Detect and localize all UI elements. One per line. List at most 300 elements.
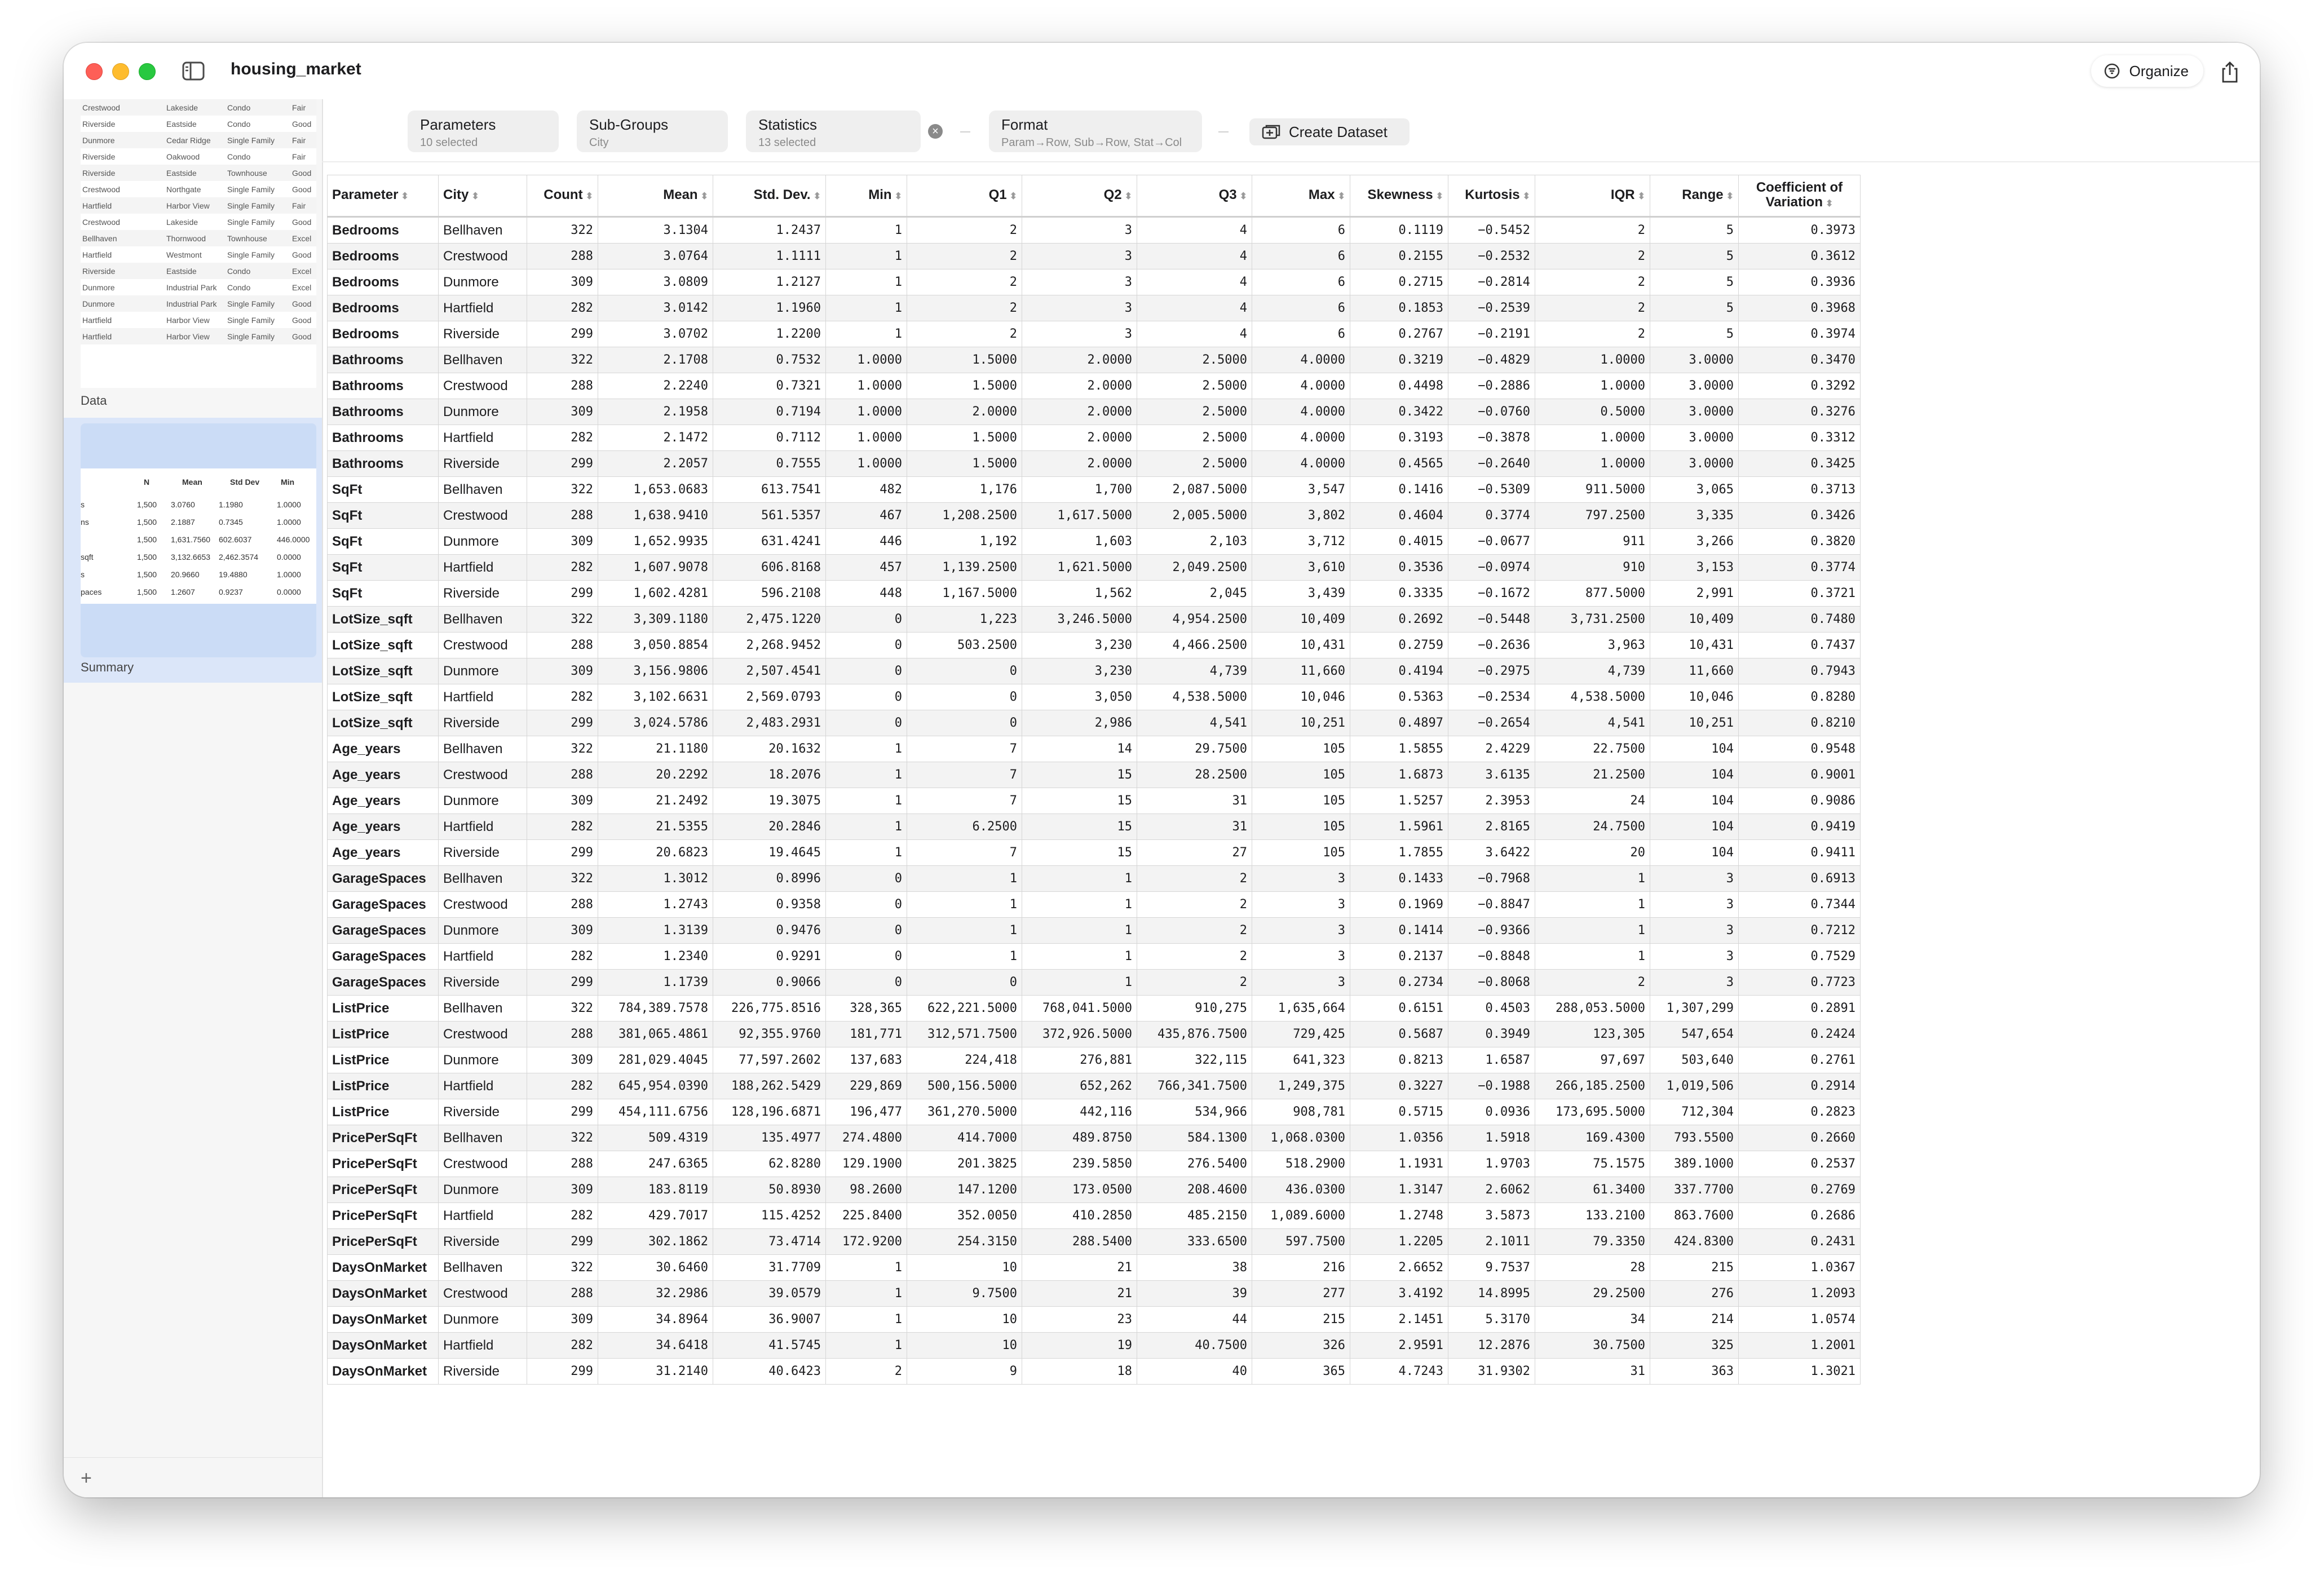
table-cell[interactable]: 21.5355	[598, 814, 713, 840]
table-cell[interactable]: 288	[527, 244, 598, 269]
table-cell[interactable]: 322	[527, 866, 598, 892]
table-cell[interactable]: 92,355.9760	[713, 1022, 826, 1047]
table-cell[interactable]: 1.0000	[1535, 451, 1650, 477]
table-cell[interactable]: 7	[907, 762, 1022, 788]
table-cell[interactable]: Age_years	[328, 814, 439, 840]
table-cell[interactable]: −0.8068	[1448, 970, 1535, 996]
table-cell[interactable]: 482	[826, 477, 907, 503]
table-cell[interactable]: 282	[527, 944, 598, 970]
table-cell[interactable]: Hartfield	[439, 684, 527, 710]
table-cell[interactable]: 1	[1022, 944, 1137, 970]
table-cell[interactable]: 863.7600	[1650, 1203, 1739, 1229]
table-cell[interactable]: Riverside	[439, 970, 527, 996]
table-cell[interactable]: 1.6587	[1448, 1047, 1535, 1073]
table-cell[interactable]: LotSize_sqft	[328, 710, 439, 736]
table-cell[interactable]: 457	[826, 555, 907, 581]
table-cell[interactable]: 3.0702	[598, 321, 713, 347]
table-cell[interactable]: 3,246.5000	[1022, 607, 1137, 633]
table-cell[interactable]: 3,335	[1650, 503, 1739, 529]
sort-icon[interactable]: ⬍	[1825, 198, 1833, 209]
table-cell[interactable]: Dunmore	[439, 1177, 527, 1203]
summary-sheet-item[interactable]	[64, 418, 322, 683]
table-cell[interactable]: Age_years	[328, 840, 439, 866]
table-cell[interactable]: 3	[1022, 269, 1137, 295]
table-cell[interactable]: 172.9200	[826, 1229, 907, 1255]
table-cell[interactable]: −0.2534	[1448, 684, 1535, 710]
table-cell[interactable]: 597.7500	[1252, 1229, 1350, 1255]
table-cell[interactable]: 4,538.5000	[1535, 684, 1650, 710]
table-cell[interactable]: 105	[1252, 736, 1350, 762]
table-cell[interactable]: 4.0000	[1252, 399, 1350, 425]
table-cell[interactable]: 1	[1022, 866, 1137, 892]
table-cell[interactable]: 547,654	[1650, 1022, 1739, 1047]
table-cell[interactable]: 288,053.5000	[1535, 996, 1650, 1022]
table-cell[interactable]: −0.2975	[1448, 658, 1535, 684]
table-cell[interactable]: 908,781	[1252, 1099, 1350, 1125]
table-cell[interactable]: 1	[1022, 892, 1137, 918]
table-cell[interactable]: 2.2240	[598, 373, 713, 399]
table-cell[interactable]: Crestwood	[439, 1022, 527, 1047]
table-cell[interactable]: 0.9086	[1739, 788, 1861, 814]
share-icon[interactable]	[2220, 61, 2239, 83]
table-cell[interactable]: 0.2692	[1350, 607, 1448, 633]
table-cell[interactable]: 1.5918	[1448, 1125, 1535, 1151]
table-cell[interactable]: 2	[1137, 944, 1252, 970]
table-cell[interactable]: Bathrooms	[328, 425, 439, 451]
table-cell[interactable]: 606.8168	[713, 555, 826, 581]
table-cell[interactable]: 4.0000	[1252, 347, 1350, 373]
table-cell[interactable]: 3	[1252, 970, 1350, 996]
table-cell[interactable]: −0.0760	[1448, 399, 1535, 425]
table-cell[interactable]: 0.1416	[1350, 477, 1448, 503]
table-cell[interactable]: Riverside	[439, 451, 527, 477]
table-cell[interactable]: Riverside	[439, 1099, 527, 1125]
table-cell[interactable]: 1.0574	[1739, 1307, 1861, 1333]
table-cell[interactable]: 309	[527, 658, 598, 684]
table-cell[interactable]: 3,731.2500	[1535, 607, 1650, 633]
column-header[interactable]	[1022, 175, 1137, 217]
table-cell[interactable]: 3,050.8854	[598, 633, 713, 658]
table-cell[interactable]: Hartfield	[439, 1073, 527, 1099]
table-cell[interactable]: 288	[527, 1151, 598, 1177]
table-cell[interactable]: 2	[1137, 866, 1252, 892]
table-cell[interactable]: 1,653.0683	[598, 477, 713, 503]
table-cell[interactable]: 3,024.5786	[598, 710, 713, 736]
table-cell[interactable]: 10,409	[1650, 607, 1739, 633]
table-cell[interactable]: 4	[1137, 217, 1252, 244]
table-cell[interactable]: 39	[1137, 1281, 1252, 1307]
table-cell[interactable]: 3.0000	[1650, 425, 1739, 451]
table-cell[interactable]: 104	[1650, 840, 1739, 866]
table-cell[interactable]: 1	[826, 295, 907, 321]
table-cell[interactable]: 50.8930	[713, 1177, 826, 1203]
table-cell[interactable]: 1.0000	[826, 399, 907, 425]
table-cell[interactable]: 288	[527, 762, 598, 788]
table-cell[interactable]: 3,153	[1650, 555, 1739, 581]
table-cell[interactable]: ListPrice	[328, 1047, 439, 1073]
table-cell[interactable]: GarageSpaces	[328, 970, 439, 996]
table-cell[interactable]: 3	[1650, 970, 1739, 996]
column-header[interactable]	[439, 175, 527, 217]
table-cell[interactable]: ListPrice	[328, 1099, 439, 1125]
table-cell[interactable]: 435,876.7500	[1137, 1022, 1252, 1047]
table-cell[interactable]: 3	[1650, 892, 1739, 918]
clear-selection-icon[interactable]: ×	[928, 124, 943, 139]
table-cell[interactable]: 2	[1137, 892, 1252, 918]
table-cell[interactable]: 2	[1137, 970, 1252, 996]
table-cell[interactable]: 322	[527, 736, 598, 762]
table-row[interactable]	[328, 996, 1861, 1022]
table-cell[interactable]: 38	[1137, 1255, 1252, 1281]
table-cell[interactable]: 9.7500	[907, 1281, 1022, 1307]
table-cell[interactable]: 3,065	[1650, 477, 1739, 503]
table-cell[interactable]: 0.2715	[1350, 269, 1448, 295]
table-row[interactable]	[328, 1281, 1861, 1307]
table-cell[interactable]: 0.6913	[1739, 866, 1861, 892]
table-row[interactable]	[328, 684, 1861, 710]
format-selector[interactable]	[989, 110, 1202, 152]
table-cell[interactable]: 288	[527, 1281, 598, 1307]
table-cell[interactable]: 631.4241	[713, 529, 826, 555]
table-cell[interactable]: 40	[1137, 1359, 1252, 1385]
table-cell[interactable]: Dunmore	[439, 918, 527, 944]
table-cell[interactable]: 2,569.0793	[713, 684, 826, 710]
table-cell[interactable]: 20.2292	[598, 762, 713, 788]
table-cell[interactable]: −0.2532	[1448, 244, 1535, 269]
table-cell[interactable]: 3,050	[1022, 684, 1137, 710]
table-cell[interactable]: −0.2886	[1448, 373, 1535, 399]
table-cell[interactable]: 768,041.5000	[1022, 996, 1137, 1022]
table-cell[interactable]: 2,483.2931	[713, 710, 826, 736]
table-cell[interactable]: 3	[1022, 244, 1137, 269]
table-cell[interactable]: −0.5309	[1448, 477, 1535, 503]
table-cell[interactable]: Crestwood	[439, 892, 527, 918]
table-row[interactable]	[328, 1203, 1861, 1229]
table-cell[interactable]: 31.7709	[713, 1255, 826, 1281]
table-cell[interactable]: 509.4319	[598, 1125, 713, 1151]
column-header[interactable]	[1137, 175, 1252, 217]
table-cell[interactable]: 2,045	[1137, 581, 1252, 607]
table-cell[interactable]: 105	[1252, 762, 1350, 788]
table-cell[interactable]: 44	[1137, 1307, 1252, 1333]
table-cell[interactable]: 6.2500	[907, 814, 1022, 840]
table-cell[interactable]: Riverside	[439, 710, 527, 736]
table-cell[interactable]: 0.9291	[713, 944, 826, 970]
table-cell[interactable]: 0.1119	[1350, 217, 1448, 244]
table-cell[interactable]: 0	[907, 658, 1022, 684]
table-cell[interactable]: 123,305	[1535, 1022, 1650, 1047]
table-cell[interactable]: 28	[1535, 1255, 1650, 1281]
table-cell[interactable]: 1	[826, 1333, 907, 1359]
table-cell[interactable]: 645,954.0390	[598, 1073, 713, 1099]
table-cell[interactable]: 21	[1022, 1255, 1137, 1281]
table-cell[interactable]: 2.2057	[598, 451, 713, 477]
table-cell[interactable]: 2.1708	[598, 347, 713, 373]
table-cell[interactable]: Bedrooms	[328, 217, 439, 244]
table-cell[interactable]: 226,775.8516	[713, 996, 826, 1022]
table-cell[interactable]: 2	[907, 269, 1022, 295]
table-cell[interactable]: 309	[527, 788, 598, 814]
table-cell[interactable]: 21.1180	[598, 736, 713, 762]
table-cell[interactable]: 1.5000	[907, 425, 1022, 451]
table-cell[interactable]: 19.3075	[713, 788, 826, 814]
table-cell[interactable]: Crestwood	[439, 373, 527, 399]
table-cell[interactable]: 1	[907, 892, 1022, 918]
table-cell[interactable]: 97,697	[1535, 1047, 1650, 1073]
sort-icon[interactable]: ⬍	[1435, 191, 1443, 201]
table-cell[interactable]: 1.3021	[1739, 1359, 1861, 1385]
table-cell[interactable]: 454,111.6756	[598, 1099, 713, 1125]
table-row[interactable]	[328, 944, 1861, 970]
table-cell[interactable]: 62.8280	[713, 1151, 826, 1177]
table-cell[interactable]: 2.0000	[1022, 399, 1137, 425]
table-cell[interactable]: 1.3139	[598, 918, 713, 944]
table-cell[interactable]: Hartfield	[439, 295, 527, 321]
table-cell[interactable]: 1,621.5000	[1022, 555, 1137, 581]
table-row[interactable]	[328, 295, 1861, 321]
table-cell[interactable]: 2,049.2500	[1137, 555, 1252, 581]
table-row[interactable]	[328, 321, 1861, 347]
table-cell[interactable]: 34.8964	[598, 1307, 713, 1333]
table-cell[interactable]: 115.4252	[713, 1203, 826, 1229]
table-cell[interactable]: 729,425	[1252, 1022, 1350, 1047]
table-cell[interactable]: 10,046	[1650, 684, 1739, 710]
table-cell[interactable]: GarageSpaces	[328, 918, 439, 944]
table-row[interactable]	[328, 477, 1861, 503]
table-cell[interactable]: 2.9591	[1350, 1333, 1448, 1359]
table-cell[interactable]: 0.3335	[1350, 581, 1448, 607]
table-cell[interactable]: 1.2200	[713, 321, 826, 347]
table-cell[interactable]: 1,700	[1022, 477, 1137, 503]
table-cell[interactable]: 10,409	[1252, 607, 1350, 633]
subgroups-selector[interactable]	[577, 110, 728, 152]
table-cell[interactable]: 312,571.7500	[907, 1022, 1022, 1047]
table-cell[interactable]: 1.2001	[1739, 1333, 1861, 1359]
table-cell[interactable]: 10	[907, 1255, 1022, 1281]
table-cell[interactable]: 282	[527, 555, 598, 581]
table-cell[interactable]: 652,262	[1022, 1073, 1137, 1099]
table-cell[interactable]: 503.2500	[907, 633, 1022, 658]
table-cell[interactable]: 3.0809	[598, 269, 713, 295]
table-row[interactable]	[328, 451, 1861, 477]
table-row[interactable]	[328, 581, 1861, 607]
table-cell[interactable]: SqFt	[328, 503, 439, 529]
table-cell[interactable]: 276.5400	[1137, 1151, 1252, 1177]
table-cell[interactable]: 288.5400	[1022, 1229, 1137, 1255]
table-cell[interactable]: 309	[527, 269, 598, 295]
table-cell[interactable]: 288	[527, 1022, 598, 1047]
table-cell[interactable]: 0.3974	[1739, 321, 1861, 347]
table-cell[interactable]: 1	[1022, 918, 1137, 944]
table-cell[interactable]: 2,268.9452	[713, 633, 826, 658]
table-cell[interactable]: 0	[826, 710, 907, 736]
table-cell[interactable]: 784,389.7578	[598, 996, 713, 1022]
table-cell[interactable]: 2,103	[1137, 529, 1252, 555]
column-header[interactable]	[527, 175, 598, 217]
table-cell[interactable]: 1	[826, 321, 907, 347]
table-cell[interactable]: 0.7194	[713, 399, 826, 425]
table-cell[interactable]: Bedrooms	[328, 269, 439, 295]
table-cell[interactable]: ListPrice	[328, 1073, 439, 1099]
table-cell[interactable]: 15	[1022, 814, 1137, 840]
table-cell[interactable]: 0	[826, 607, 907, 633]
table-cell[interactable]: 322	[527, 217, 598, 244]
table-cell[interactable]: 39.0579	[713, 1281, 826, 1307]
table-cell[interactable]: 4,954.2500	[1137, 607, 1252, 633]
table-cell[interactable]: 2,986	[1022, 710, 1137, 736]
table-cell[interactable]: Crestwood	[439, 762, 527, 788]
table-cell[interactable]: 7	[907, 840, 1022, 866]
table-cell[interactable]: 4,541	[1535, 710, 1650, 736]
table-cell[interactable]: 1.5257	[1350, 788, 1448, 814]
table-cell[interactable]: 2.1011	[1448, 1229, 1535, 1255]
table-cell[interactable]: 0	[826, 866, 907, 892]
table-cell[interactable]: 5.3170	[1448, 1307, 1535, 1333]
table-cell[interactable]: 1,602.4281	[598, 581, 713, 607]
table-cell[interactable]: 1,223	[907, 607, 1022, 633]
table-cell[interactable]: Crestwood	[439, 503, 527, 529]
table-cell[interactable]: 19	[1022, 1333, 1137, 1359]
table-cell[interactable]: 1,208.2500	[907, 503, 1022, 529]
table-cell[interactable]: 596.2108	[713, 581, 826, 607]
table-cell[interactable]: 0.2891	[1739, 996, 1861, 1022]
table-cell[interactable]: 0.3276	[1739, 399, 1861, 425]
table-row[interactable]	[328, 555, 1861, 581]
table-cell[interactable]: 4,541	[1137, 710, 1252, 736]
sort-icon[interactable]: ⬍	[471, 191, 479, 201]
table-cell[interactable]: 229,869	[826, 1073, 907, 1099]
table-cell[interactable]: 2	[907, 321, 1022, 347]
table-cell[interactable]: 21.2492	[598, 788, 713, 814]
table-cell[interactable]: 1	[907, 918, 1022, 944]
table-cell[interactable]: −0.2636	[1448, 633, 1535, 658]
table-cell[interactable]: 4,739	[1535, 658, 1650, 684]
table-cell[interactable]: 0.3968	[1739, 295, 1861, 321]
table-cell[interactable]: Riverside	[439, 321, 527, 347]
table-cell[interactable]: 0.3713	[1739, 477, 1861, 503]
table-cell[interactable]: 0.3973	[1739, 217, 1861, 244]
table-cell[interactable]: 622,221.5000	[907, 996, 1022, 1022]
table-cell[interactable]: 503,640	[1650, 1047, 1739, 1073]
table-cell[interactable]: 183.8119	[598, 1177, 713, 1203]
table-cell[interactable]: Age_years	[328, 762, 439, 788]
table-row[interactable]	[328, 788, 1861, 814]
table-cell[interactable]: Hartfield	[439, 944, 527, 970]
table-cell[interactable]: 4,538.5000	[1137, 684, 1252, 710]
zoom-window-button[interactable]	[139, 63, 156, 80]
table-cell[interactable]: 2	[1535, 295, 1650, 321]
table-cell[interactable]: 2.1958	[598, 399, 713, 425]
table-cell[interactable]: 2	[1535, 269, 1650, 295]
table-cell[interactable]: 0.7212	[1739, 918, 1861, 944]
table-cell[interactable]: 2.5000	[1137, 347, 1252, 373]
table-cell[interactable]: 1.2743	[598, 892, 713, 918]
table-cell[interactable]: 98.2600	[826, 1177, 907, 1203]
table-cell[interactable]: 0.3612	[1739, 244, 1861, 269]
table-cell[interactable]: 2.3953	[1448, 788, 1535, 814]
table-cell[interactable]: DaysOnMarket	[328, 1359, 439, 1385]
table-cell[interactable]: 282	[527, 1073, 598, 1099]
table-cell[interactable]: Dunmore	[439, 658, 527, 684]
table-cell[interactable]: 5	[1650, 217, 1739, 244]
table-cell[interactable]: 3.4192	[1350, 1281, 1448, 1307]
table-cell[interactable]: 309	[527, 918, 598, 944]
table-cell[interactable]: 0	[907, 710, 1022, 736]
table-cell[interactable]: 3	[1650, 944, 1739, 970]
table-cell[interactable]: 3.0000	[1650, 451, 1739, 477]
table-cell[interactable]: 181,771	[826, 1022, 907, 1047]
table-cell[interactable]: 23	[1022, 1307, 1137, 1333]
table-cell[interactable]: 1,562	[1022, 581, 1137, 607]
table-cell[interactable]: 2	[1535, 970, 1650, 996]
table-cell[interactable]: 129.1900	[826, 1151, 907, 1177]
table-cell[interactable]: −0.2640	[1448, 451, 1535, 477]
sort-icon[interactable]: ⬍	[1726, 191, 1734, 201]
table-cell[interactable]: Riverside	[439, 1359, 527, 1385]
table-cell[interactable]: 911.5000	[1535, 477, 1650, 503]
table-cell[interactable]: 10	[907, 1333, 1022, 1359]
table-cell[interactable]: 0.4498	[1350, 373, 1448, 399]
table-cell[interactable]: 2.0000	[1022, 373, 1137, 399]
table-cell[interactable]: 3.0142	[598, 295, 713, 321]
table-cell[interactable]: 0	[907, 684, 1022, 710]
organize-button[interactable]	[2091, 55, 2204, 87]
table-cell[interactable]: 10,251	[1650, 710, 1739, 736]
table-row[interactable]	[328, 399, 1861, 425]
table-cell[interactable]: 1.2437	[713, 217, 826, 244]
table-cell[interactable]: 0.4194	[1350, 658, 1448, 684]
table-cell[interactable]: 0.2424	[1739, 1022, 1861, 1047]
table-cell[interactable]: 0.7480	[1739, 607, 1861, 633]
table-cell[interactable]: 104	[1650, 762, 1739, 788]
table-cell[interactable]: 0.2759	[1350, 633, 1448, 658]
table-cell[interactable]: Bellhaven	[439, 736, 527, 762]
table-cell[interactable]: Hartfield	[439, 1333, 527, 1359]
table-cell[interactable]: 1	[826, 1255, 907, 1281]
add-sheet-button[interactable]: +	[81, 1467, 92, 1489]
table-cell[interactable]: Bedrooms	[328, 244, 439, 269]
table-cell[interactable]: 3	[1650, 918, 1739, 944]
table-cell[interactable]: 299	[527, 840, 598, 866]
table-cell[interactable]: 1	[826, 762, 907, 788]
table-cell[interactable]: 4,466.2500	[1137, 633, 1252, 658]
table-cell[interactable]: 0	[826, 658, 907, 684]
table-cell[interactable]: 0.3426	[1739, 503, 1861, 529]
table-cell[interactable]: 2,475.1220	[713, 607, 826, 633]
table-cell[interactable]: 239.5850	[1022, 1151, 1137, 1177]
table-cell[interactable]: 1	[826, 1307, 907, 1333]
table-cell[interactable]: 2.4229	[1448, 736, 1535, 762]
table-cell[interactable]: 0.6151	[1350, 996, 1448, 1022]
table-cell[interactable]: 485.2150	[1137, 1203, 1252, 1229]
table-cell[interactable]: 0.8996	[713, 866, 826, 892]
column-header[interactable]	[1448, 175, 1535, 217]
table-cell[interactable]: 0.5687	[1350, 1022, 1448, 1047]
table-cell[interactable]: −0.9366	[1448, 918, 1535, 944]
table-cell[interactable]: LotSize_sqft	[328, 658, 439, 684]
table-cell[interactable]: 214	[1650, 1307, 1739, 1333]
table-cell[interactable]: 3,547	[1252, 477, 1350, 503]
table-cell[interactable]: 309	[527, 1177, 598, 1203]
table-cell[interactable]: 1.0000	[826, 451, 907, 477]
table-cell[interactable]: Hartfield	[439, 555, 527, 581]
table-row[interactable]	[328, 970, 1861, 996]
table-cell[interactable]: −0.2654	[1448, 710, 1535, 736]
sort-icon[interactable]: ⬍	[585, 191, 593, 201]
table-cell[interactable]: 5	[1650, 244, 1739, 269]
table-cell[interactable]: 534,966	[1137, 1099, 1252, 1125]
table-cell[interactable]: 18.2076	[713, 762, 826, 788]
